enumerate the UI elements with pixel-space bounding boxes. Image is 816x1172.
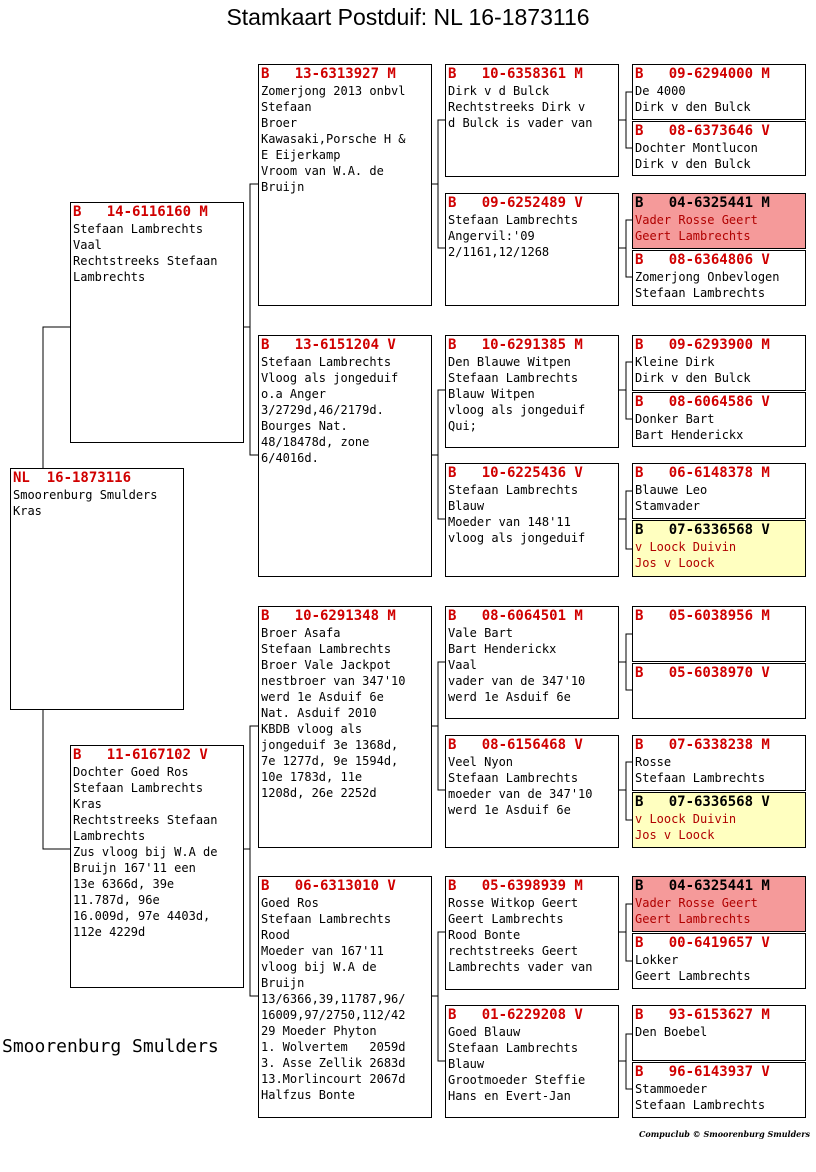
- card-line: De 4000: [635, 84, 686, 98]
- ring-number: B 08-6156468 V: [448, 737, 583, 753]
- card-line: Stefaan Lambrechts: [448, 483, 579, 497]
- card-line: Bruijn: [261, 976, 305, 990]
- card-line: Zus vloog bij W.A de: [73, 845, 218, 859]
- card-line: 16.009d, 97e 4403d,: [73, 909, 211, 923]
- card-line: Den Blauwe Witpen: [448, 355, 571, 369]
- ring-number: B 09-6252489 V: [448, 195, 583, 211]
- card-line: Zomerjong 2013 onbvl: [261, 84, 406, 98]
- card-line: Den Boebel: [635, 1025, 708, 1039]
- ring-number: B 08-6373646 V: [635, 123, 770, 139]
- card-line: Stefaan Lambrechts: [448, 213, 579, 227]
- ring-number: B 09-6293900 M: [635, 337, 770, 353]
- card-line: Broer Vale Jackpot: [261, 658, 392, 672]
- card-line: Dochter Goed Ros: [73, 765, 189, 779]
- card-line: Blauw: [448, 1057, 485, 1071]
- pigeon-card-fmm[interactable]: [445, 463, 619, 577]
- card-line: Geert Lambrechts: [448, 912, 564, 926]
- card-line: Stefaan Lambrechts: [261, 355, 392, 369]
- card-line: Vaal: [448, 658, 477, 672]
- ring-number: B 05-6038970 V: [635, 665, 770, 681]
- card-line: Rood: [261, 928, 290, 942]
- card-line: Vaal: [73, 238, 102, 252]
- card-line: Stefaan Lambrechts: [448, 1041, 579, 1055]
- pigeon-card-mff[interactable]: [445, 606, 619, 719]
- card-line: 2/1161,12/1268: [448, 245, 550, 259]
- card-line: 13/6366,39,11787,96/: [261, 992, 406, 1006]
- card-line: Geert Lambrechts: [635, 969, 751, 983]
- card-line: Smoorenburg Smulders: [13, 488, 158, 502]
- card-line: 16009,97/2750,112/42: [261, 1008, 406, 1022]
- card-line: KBDB vloog als: [261, 722, 363, 736]
- card-line: Geert Lambrechts: [635, 912, 751, 926]
- card-line: Halfzus Bonte: [261, 1088, 355, 1102]
- card-line: Veel Nyon: [448, 755, 514, 769]
- card-line: Stefaan Lambrechts: [635, 771, 766, 785]
- ring-number: B 07-6336568 V: [635, 522, 770, 538]
- card-line: 3/2729d,46/2179d.: [261, 403, 384, 417]
- card-line: Qui;: [448, 419, 477, 433]
- pigeon-card-mmf[interactable]: [445, 876, 619, 990]
- card-line: Dirk v den Bulck: [635, 371, 751, 385]
- card-line: Jos v Loock: [635, 556, 715, 570]
- owner-name: Smoorenburg Smulders: [2, 1036, 219, 1057]
- card-line: Lambrechts: [73, 829, 146, 843]
- card-line: Rosse: [635, 755, 672, 769]
- pigeon-card-mm[interactable]: [258, 876, 432, 1118]
- ring-number: B 08-6064501 M: [448, 608, 583, 624]
- card-line: Stefaan Lambrechts: [635, 286, 766, 300]
- footer-credit: Compuclub © Smoorenburg Smulders: [638, 1129, 810, 1139]
- card-line: 13.Morlincourt 2067d: [261, 1072, 406, 1086]
- page-title: Stamkaart Postduif: NL 16-1873116: [226, 4, 590, 30]
- card-line: 6/4016d.: [261, 451, 319, 465]
- card-line: Goed Blauw: [448, 1025, 521, 1039]
- card-line: v Loock Duivin: [635, 540, 737, 554]
- card-line: vloog als jongeduif: [448, 531, 586, 545]
- ring-number: B 07-6336568 V: [635, 794, 770, 810]
- ring-number: B 06-6313010 V: [261, 878, 396, 894]
- card-line: 11.787d, 96e: [73, 893, 160, 907]
- ring-number: B 08-6064586 V: [635, 394, 770, 410]
- pigeon-card-mmm[interactable]: [445, 1005, 619, 1118]
- card-line: Stefaan Lambrechts: [73, 222, 204, 236]
- pigeon-card-g5[interactable]: [632, 335, 806, 391]
- ring-number: B 93-6153627 M: [635, 1007, 770, 1023]
- ring-number: B 01-6229208 V: [448, 1007, 583, 1023]
- card-line: d Bulck is vader van: [448, 116, 593, 130]
- card-line: Stefaan Lambrechts: [448, 771, 579, 785]
- card-line: Stefaan: [261, 100, 312, 114]
- pigeon-card-mother[interactable]: [70, 745, 244, 988]
- card-line: Kleine Dirk: [635, 355, 715, 369]
- pigeon-card-g15[interactable]: [632, 1005, 806, 1061]
- ring-number: B 10-6225436 V: [448, 465, 583, 481]
- card-line: 48/18478d, zone: [261, 435, 370, 449]
- ring-number: B 10-6291348 M: [261, 608, 396, 624]
- card-line: moeder van de 347'10: [448, 787, 593, 801]
- card-line: Rechtstreeks Stefaan: [73, 254, 218, 268]
- pigeon-card-g2[interactable]: [632, 121, 806, 176]
- ring-number: B 10-6291385 M: [448, 337, 583, 353]
- ring-number: B 10-6358361 M: [448, 66, 583, 82]
- pigeon-card-g12[interactable]: [632, 792, 806, 848]
- ring-number: B 05-6038956 M: [635, 608, 770, 624]
- card-line: Blauwe Leo: [635, 483, 708, 497]
- pigeon-card-ffm[interactable]: [445, 193, 619, 306]
- card-line: Kras: [73, 797, 102, 811]
- card-line: Vader Rosse Geert: [635, 896, 758, 910]
- card-line: E Eijerkamp: [261, 148, 341, 162]
- ring-number: B 07-6338238 M: [635, 737, 770, 753]
- card-line: Blauw: [448, 499, 485, 513]
- card-line: 10e 1783d, 11e: [261, 770, 363, 784]
- card-line: Rechtstreeks Dirk v: [448, 100, 586, 114]
- pigeon-card-g7[interactable]: [632, 463, 806, 519]
- ring-number: B 08-6364806 V: [635, 252, 770, 268]
- pigeon-card-g8[interactable]: [632, 520, 806, 577]
- card-line: Rosse Witkop Geert: [448, 896, 579, 910]
- card-line: 1. Wolvertem 2059d: [261, 1040, 406, 1054]
- card-line: Broer Asafa: [261, 626, 341, 640]
- card-line: Zomerjong Onbevlogen: [635, 270, 780, 284]
- pigeon-card-g14[interactable]: [632, 933, 806, 989]
- ring-number: B 13-6313927 M: [261, 66, 396, 82]
- ring-number: B 06-6148378 M: [635, 465, 770, 481]
- card-line: Vale Bart: [448, 626, 514, 640]
- card-line: Rechtstreeks Stefaan: [73, 813, 218, 827]
- pigeon-card-g16[interactable]: [632, 1062, 806, 1118]
- card-line: v Loock Duivin: [635, 812, 737, 826]
- card-line: Donker Bart: [635, 412, 715, 426]
- card-line: Bourges Nat.: [261, 419, 348, 433]
- pigeon-card-g6[interactable]: [632, 392, 806, 447]
- ring-number: NL 16-1873116: [13, 470, 132, 486]
- pigeon-card-fff[interactable]: [445, 64, 619, 177]
- card-line: Dirk v den Bulck: [635, 100, 751, 114]
- card-line: 7e 1277d, 9e 1594d,: [261, 754, 399, 768]
- card-line: Moeder van 167'11: [261, 944, 384, 958]
- card-line: vloog bij W.A de: [261, 960, 377, 974]
- ring-number: B 04-6325441 M: [635, 878, 770, 894]
- card-line: werd 1e Asduif 6e: [448, 690, 571, 704]
- card-line: Nat. Asduif 2010: [261, 706, 377, 720]
- pigeon-card-ff[interactable]: [258, 64, 432, 306]
- pigeon-card-g1[interactable]: [632, 64, 806, 120]
- pigeon-card-g10[interactable]: [632, 663, 806, 719]
- card-line: Broer: [261, 116, 298, 130]
- card-line: Lokker: [635, 953, 679, 967]
- card-line: nestbroer van 347'10: [261, 674, 406, 688]
- card-line: Kras: [13, 504, 42, 518]
- card-line: Vloog als jongeduif: [261, 371, 399, 385]
- card-line: Geert Lambrechts: [635, 229, 751, 243]
- card-line: Stammoeder: [635, 1082, 708, 1096]
- ring-number: B 00-6419657 V: [635, 935, 770, 951]
- card-line: Dirk v d Bulck: [448, 84, 550, 98]
- card-line: Dochter Montlucon: [635, 141, 758, 155]
- card-line: jongeduif 3e 1368d,: [261, 738, 399, 752]
- card-line: Angervil:'09: [448, 229, 535, 243]
- pigeon-card-g11[interactable]: [632, 735, 806, 791]
- ring-number: B 13-6151204 V: [261, 337, 396, 353]
- card-line: Blauw Witpen: [448, 387, 535, 401]
- card-line: Vroom van W.A. de: [261, 164, 384, 178]
- card-line: Rood Bonte: [448, 928, 521, 942]
- card-line: vader van de 347'10: [448, 674, 586, 688]
- ring-number: B 11-6167102 V: [73, 747, 208, 763]
- ring-number: B 09-6294000 M: [635, 66, 770, 82]
- pigeon-card-father[interactable]: [70, 202, 244, 443]
- card-line: Bart Henderickx: [448, 642, 557, 656]
- card-line: Stefaan Lambrechts: [261, 642, 392, 656]
- ring-number: B 14-6116160 M: [73, 204, 208, 220]
- card-line: Dirk v den Bulck: [635, 157, 751, 171]
- card-line: Stefaan Lambrechts: [635, 1098, 766, 1112]
- card-line: Hans en Evert-Jan: [448, 1089, 571, 1103]
- card-line: 13e 6366d, 39e: [73, 877, 175, 891]
- pigeon-card-g13[interactable]: [632, 876, 806, 932]
- card-line: Stefaan Lambrechts: [448, 371, 579, 385]
- pigeon-card-subject[interactable]: [10, 468, 184, 710]
- card-line: Kawasaki,Porsche H &: [261, 132, 406, 146]
- pigeon-card-fm[interactable]: [258, 335, 432, 577]
- card-line: Vader Rosse Geert: [635, 213, 758, 227]
- card-line: Bruijn 167'11 een: [73, 861, 196, 875]
- pigeon-card-mf[interactable]: [258, 606, 432, 848]
- ring-number: B 05-6398939 M: [448, 878, 583, 894]
- card-line: Stefaan Lambrechts: [73, 781, 204, 795]
- card-line: Moeder van 148'11: [448, 515, 571, 529]
- card-line: werd 1e Asduif 6e: [448, 803, 571, 817]
- card-line: Lambrechts: [73, 270, 146, 284]
- card-line: werd 1e Asduif 6e: [261, 690, 384, 704]
- card-line: 3. Asse Zellik 2683d: [261, 1056, 406, 1070]
- pigeon-card-fmf[interactable]: [445, 335, 619, 448]
- card-line: 112e 4229d: [73, 925, 146, 939]
- pigeon-card-g4[interactable]: [632, 250, 806, 306]
- card-line: 29 Moeder Phyton: [261, 1024, 377, 1038]
- ring-number: B 96-6143937 V: [635, 1064, 770, 1080]
- pigeon-card-g9[interactable]: [632, 606, 806, 662]
- card-line: Stamvader: [635, 499, 701, 513]
- pigeon-card-mfm[interactable]: [445, 735, 619, 848]
- card-line: 1208d, 26e 2252d: [261, 786, 377, 800]
- card-line: Jos v Loock: [635, 828, 715, 842]
- card-line: Bruijn: [261, 180, 305, 194]
- card-line: Lambrechts vader van: [448, 960, 593, 974]
- card-line: Bart Henderickx: [635, 428, 744, 442]
- card-line: Stefaan Lambrechts: [261, 912, 392, 926]
- card-line: Goed Ros: [261, 896, 319, 910]
- card-line: vloog als jongeduif: [448, 403, 586, 417]
- card-line: o.a Anger: [261, 387, 327, 401]
- card-line: rechtstreeks Geert: [448, 944, 579, 958]
- pigeon-card-g3[interactable]: [632, 193, 806, 249]
- card-line: Grootmoeder Steffie: [448, 1073, 586, 1087]
- ring-number: B 04-6325441 M: [635, 195, 770, 211]
